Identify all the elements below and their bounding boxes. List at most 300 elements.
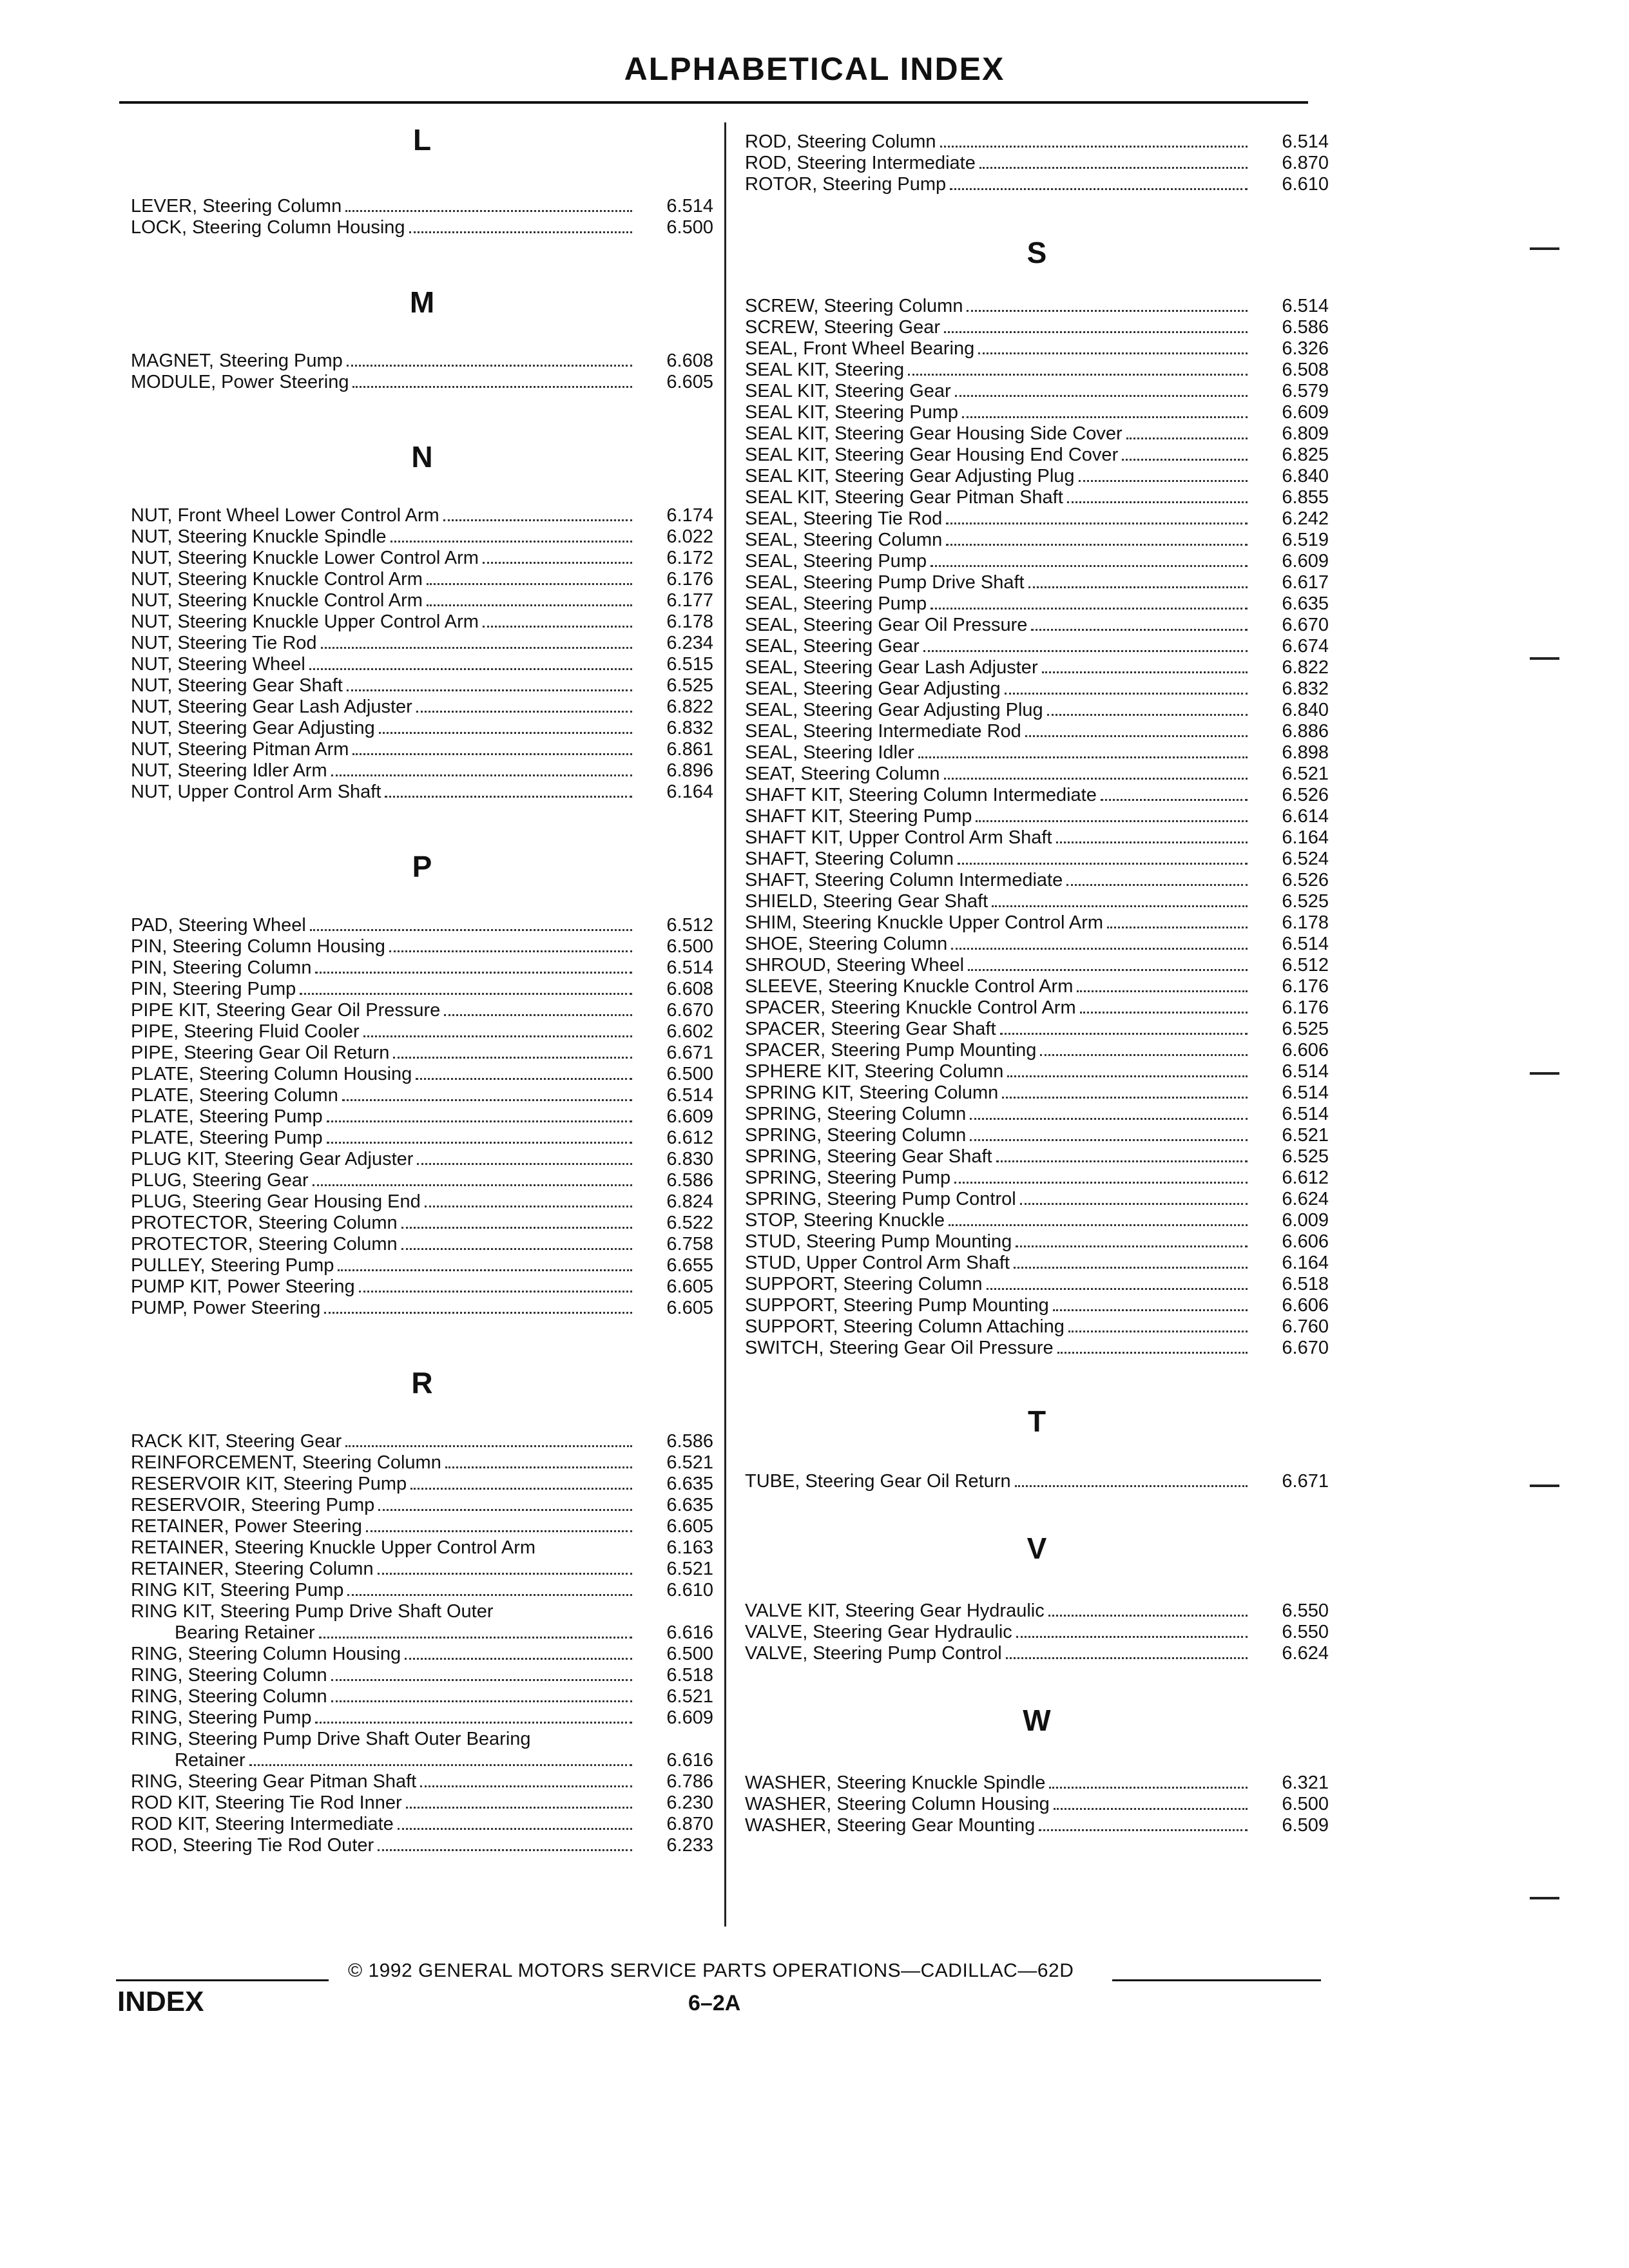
- entry-text: SPRING KIT, Steering Column: [745, 1082, 999, 1103]
- dot-leader: [420, 1785, 632, 1787]
- entry-text: RING, Steering Pump Drive Shaft Outer Bearing: [131, 1729, 531, 1749]
- index-entry: [745, 1146, 1329, 1168]
- entry-page: 6.526: [1282, 785, 1329, 805]
- entry-text: NUT, Front Wheel Lower Control Arm: [131, 505, 439, 526]
- dot-leader: [1077, 990, 1248, 992]
- entry-text: SPRING, Steering Gear Shaft: [745, 1146, 992, 1167]
- entry-page: 6.176: [1282, 976, 1329, 997]
- entry-text: REINFORCEMENT, Steering Column: [131, 1452, 441, 1473]
- entry-text: RING, Steering Column: [131, 1686, 327, 1707]
- entry-text: SEAL KIT, Steering Pump: [745, 402, 958, 423]
- entry-page: 6.822: [1282, 657, 1329, 678]
- dot-leader: [930, 565, 1248, 567]
- entry-text: PLATE, Steering Column: [131, 1085, 338, 1106]
- entry-text: STOP, Steering Knuckle: [745, 1210, 945, 1231]
- index-entry: [745, 296, 1329, 317]
- entry-text: ROD, Steering Intermediate: [745, 153, 976, 173]
- dot-leader: [385, 796, 632, 798]
- dot-leader: [970, 1118, 1248, 1120]
- entry-text: SPACER, Steering Gear Shaft: [745, 1019, 996, 1039]
- entry-page: 6.606: [1282, 1040, 1329, 1061]
- index-entry: [131, 590, 713, 611]
- index-entry: [131, 1276, 713, 1298]
- entry-text: PLATE, Steering Pump: [131, 1106, 323, 1127]
- dot-leader: [409, 231, 632, 233]
- column-divider: [724, 122, 726, 1927]
- dot-leader: [410, 1488, 632, 1490]
- entry-page: 6.514: [1282, 934, 1329, 954]
- index-entry: [745, 1061, 1329, 1082]
- entry-text: RING, Steering Column Housing: [131, 1644, 401, 1664]
- index-entry: [131, 1686, 713, 1707]
- entry-page: 6.519: [1282, 530, 1329, 550]
- index-entry: [131, 1665, 713, 1686]
- entry-page: 6.514: [666, 957, 713, 978]
- index-entry: [131, 1835, 713, 1856]
- entry-page: 6.786: [666, 1771, 713, 1792]
- index-entry: [131, 1043, 713, 1064]
- section-letter: N: [411, 440, 433, 474]
- index-entry: [745, 636, 1329, 657]
- entry-page: 6.671: [666, 1043, 713, 1063]
- entry-page: 6.670: [1282, 615, 1329, 635]
- dot-leader: [315, 1722, 632, 1724]
- entry-page: 6.521: [1282, 1125, 1329, 1146]
- index-entry: [745, 806, 1329, 827]
- dot-leader: [955, 395, 1248, 397]
- dot-leader: [1107, 927, 1248, 928]
- entry-page: 6.635: [666, 1495, 713, 1515]
- entry-page: 6.898: [1282, 742, 1329, 763]
- entry-page: 6.512: [1282, 955, 1329, 975]
- entry-page: 6.608: [666, 979, 713, 999]
- index-entry: [131, 1750, 713, 1771]
- entry-text: SEAL KIT, Steering Gear Housing Side Cover: [745, 423, 1123, 444]
- entry-text: WASHER, Steering Knuckle Spindle: [745, 1773, 1046, 1793]
- entry-page: 6.178: [1282, 912, 1329, 933]
- entry-text: RING, Steering Column: [131, 1665, 327, 1686]
- section-letter: L: [412, 123, 432, 157]
- entry-page: 6.525: [1282, 1019, 1329, 1039]
- dot-leader: [1006, 1657, 1248, 1659]
- dot-leader: [390, 541, 632, 543]
- index-entry: [131, 654, 713, 675]
- entry-page: 6.635: [1282, 593, 1329, 614]
- dot-leader: [1007, 1075, 1248, 1077]
- dot-leader: [327, 1120, 632, 1122]
- index-entry: [131, 697, 713, 718]
- entry-page: 6.515: [666, 654, 713, 675]
- entry-page: 6.609: [666, 1707, 713, 1728]
- dot-leader: [483, 626, 632, 628]
- entry-text: PLUG KIT, Steering Gear Adjuster: [131, 1149, 414, 1169]
- section-letter: V: [1027, 1532, 1047, 1565]
- entry-text: PULLEY, Steering Pump: [131, 1255, 334, 1276]
- entry-page: 6.321: [1282, 1773, 1329, 1793]
- index-entry: [131, 718, 713, 739]
- dot-leader: [976, 820, 1248, 822]
- index-entry: [131, 372, 713, 393]
- entry-text: RING KIT, Steering Pump Drive Shaft Outer: [131, 1601, 494, 1622]
- dot-leader: [1080, 1012, 1248, 1014]
- entry-page: 6.514: [1282, 1061, 1329, 1082]
- index-entry: [131, 1128, 713, 1149]
- entry-page: 6.550: [1282, 1622, 1329, 1642]
- index-entry: [131, 1064, 713, 1085]
- entry-text: SEAL, Steering Pump Drive Shaft: [745, 572, 1025, 593]
- index-entry: [131, 569, 713, 590]
- dot-leader: [378, 1849, 632, 1851]
- dot-leader: [908, 374, 1248, 376]
- dot-leader: [443, 519, 632, 521]
- entry-text: RING, Steering Pump: [131, 1707, 312, 1728]
- entry-text: SPRING, Steering Column: [745, 1125, 967, 1146]
- entry-page: 6.525: [1282, 891, 1329, 912]
- dot-leader: [427, 604, 632, 606]
- dot-leader: [398, 1828, 632, 1830]
- index-entry: [131, 1170, 713, 1191]
- dot-leader: [1067, 501, 1248, 503]
- entry-text: LOCK, Steering Column Housing: [131, 217, 405, 238]
- index-entry: [745, 700, 1329, 721]
- dot-leader: [1039, 1829, 1248, 1831]
- entry-text: NUT, Steering Tie Rod: [131, 633, 317, 653]
- dot-leader: [331, 1679, 632, 1681]
- dot-leader: [378, 1573, 632, 1575]
- entry-page: 6.521: [666, 1559, 713, 1579]
- dot-leader: [321, 647, 632, 649]
- entry-text: SPHERE KIT, Steering Column: [745, 1061, 1004, 1082]
- entry-text: SUPPORT, Steering Column Attaching: [745, 1316, 1065, 1337]
- entry-page: 6.624: [1282, 1643, 1329, 1664]
- index-entry: [131, 1814, 713, 1835]
- entry-text: SCREW, Steering Column: [745, 296, 963, 316]
- index-entry: [131, 196, 713, 217]
- dot-leader: [950, 188, 1248, 190]
- dot-leader: [319, 1637, 632, 1639]
- entry-text: STUD, Upper Control Arm Shaft: [745, 1253, 1010, 1273]
- entry-text: PLUG, Steering Gear Housing End: [131, 1191, 421, 1212]
- dot-leader: [378, 1509, 632, 1511]
- dot-leader: [930, 608, 1248, 610]
- entry-page: 6.610: [1282, 174, 1329, 195]
- index-entry: [131, 1729, 713, 1750]
- entry-text: ROD, Steering Column: [745, 131, 936, 152]
- entry-text: SHROUD, Steering Wheel: [745, 955, 965, 975]
- header-rule: [119, 101, 1308, 104]
- entry-text: SEAL, Steering Gear: [745, 636, 920, 657]
- entry-page: 6.605: [666, 1276, 713, 1297]
- dot-leader: [1053, 1309, 1248, 1311]
- entry-page: 6.234: [666, 633, 713, 653]
- dot-leader: [300, 993, 632, 995]
- index-entry: [745, 1040, 1329, 1061]
- dot-leader: [951, 948, 1248, 950]
- entry-page: 6.509: [1282, 1815, 1329, 1836]
- entry-page: 6.172: [666, 548, 713, 568]
- index-entry: [745, 997, 1329, 1019]
- entry-page: 6.840: [1282, 466, 1329, 486]
- margin-tick: [1530, 1072, 1559, 1075]
- entry-text: LEVER, Steering Column: [131, 196, 342, 216]
- entry-text: SLEEVE, Steering Knuckle Control Arm: [745, 976, 1074, 997]
- index-entry: [745, 174, 1329, 195]
- index-entry: [131, 217, 713, 238]
- dot-leader: [1068, 1331, 1248, 1332]
- entry-page: 6.605: [666, 1298, 713, 1318]
- index-entry: [131, 1085, 713, 1106]
- index-entry: [745, 1643, 1329, 1664]
- entry-page: 6.514: [666, 196, 713, 216]
- index-entry: [131, 1255, 713, 1276]
- section-letter: M: [409, 285, 435, 319]
- index-entry: [745, 1794, 1329, 1815]
- dot-leader: [347, 365, 632, 367]
- index-entry: [745, 1815, 1329, 1836]
- index-entry: [745, 1338, 1329, 1359]
- index-entry: [745, 827, 1329, 849]
- dot-leader: [1014, 1267, 1248, 1269]
- dot-leader: [1025, 735, 1248, 737]
- index-entry: [745, 466, 1329, 487]
- entry-page: 6.177: [666, 590, 713, 611]
- index-entry: [131, 979, 713, 1000]
- dot-leader: [406, 1807, 632, 1809]
- index-entry: [131, 739, 713, 760]
- entry-page: 6.825: [1282, 445, 1329, 465]
- dot-leader: [401, 1227, 632, 1229]
- entry-text: RETAINER, Power Steering: [131, 1516, 362, 1537]
- index-entry: [745, 1210, 1329, 1231]
- dot-leader: [1016, 1636, 1248, 1638]
- entry-page: 6.609: [666, 1106, 713, 1127]
- index-entry: [745, 849, 1329, 870]
- entry-text: SEAL, Front Wheel Bearing: [745, 338, 975, 359]
- entry-page: 6.518: [666, 1665, 713, 1686]
- entry-page: 6.514: [1282, 1082, 1329, 1103]
- index-entry: [131, 351, 713, 372]
- index-entry: [745, 615, 1329, 636]
- dot-leader: [987, 1288, 1248, 1290]
- entry-text: SEAL KIT, Steering: [745, 360, 905, 380]
- entry-text: PROTECTOR, Steering Column: [131, 1234, 398, 1254]
- entry-text: SHAFT KIT, Steering Pump: [745, 806, 972, 827]
- dot-leader: [1000, 1033, 1248, 1035]
- entry-page: 6.609: [1282, 402, 1329, 423]
- entry-text: PIN, Steering Column: [131, 957, 312, 978]
- dot-leader: [1042, 671, 1248, 673]
- dot-leader: [425, 1206, 632, 1207]
- dot-leader: [992, 905, 1248, 907]
- dot-leader: [363, 1035, 632, 1037]
- index-entry: [131, 1771, 713, 1792]
- dot-leader: [944, 331, 1248, 333]
- dot-leader: [427, 583, 632, 585]
- entry-text: PAD, Steering Wheel: [131, 915, 306, 936]
- entry-page: 6.612: [1282, 1168, 1329, 1188]
- entry-page: 6.521: [1282, 764, 1329, 784]
- dot-leader: [1126, 437, 1248, 439]
- index-entry: [745, 657, 1329, 678]
- entry-text: RETAINER, Steering Knuckle Upper Control Arm: [131, 1537, 536, 1558]
- dot-leader: [331, 1700, 632, 1702]
- index-entry: [131, 1431, 713, 1452]
- index-entry: [745, 1253, 1329, 1274]
- index-entry: [131, 915, 713, 936]
- entry-page: 6.164: [666, 782, 713, 802]
- entry-text: SEAL, Steering Gear Adjusting: [745, 678, 1001, 699]
- entry-text: WASHER, Steering Column Housing: [745, 1794, 1050, 1814]
- entry-text: WASHER, Steering Gear Mounting: [745, 1815, 1036, 1836]
- entry-text: SEAL KIT, Steering Gear: [745, 381, 951, 401]
- entry-page: 6.840: [1282, 700, 1329, 720]
- dot-leader: [345, 1445, 632, 1447]
- dot-leader: [324, 1312, 632, 1314]
- entry-page: 6.624: [1282, 1189, 1329, 1209]
- entry-text: SHAFT, Steering Column: [745, 849, 954, 869]
- index-entry: [131, 505, 713, 526]
- index-entry: [745, 1125, 1329, 1146]
- index-entry: [745, 551, 1329, 572]
- index-entry: [745, 1773, 1329, 1794]
- index-entry: [131, 1601, 713, 1622]
- index-entry: [745, 955, 1329, 976]
- entry-text: SEAT, Steering Column: [745, 764, 940, 784]
- index-entry: [131, 936, 713, 957]
- dot-leader: [327, 1142, 632, 1144]
- entry-text: NUT, Steering Gear Adjusting: [131, 718, 375, 738]
- dot-leader: [1122, 459, 1248, 461]
- dot-leader: [946, 523, 1248, 524]
- dot-leader: [249, 1764, 632, 1766]
- entry-text: RING, Steering Gear Pitman Shaft: [131, 1771, 417, 1792]
- entry-text: NUT, Steering Wheel: [131, 654, 305, 675]
- footer-rule-left: [116, 1979, 329, 1981]
- entry-page: 6.176: [666, 569, 713, 590]
- index-entry: [745, 1622, 1329, 1643]
- entry-page: 6.586: [666, 1170, 713, 1191]
- entry-text: SEAL KIT, Steering Gear Pitman Shaft: [745, 487, 1063, 508]
- index-entry: [131, 1622, 713, 1644]
- entry-page: 6.610: [666, 1580, 713, 1600]
- entry-text: VALVE KIT, Steering Gear Hydraulic: [745, 1600, 1045, 1621]
- entry-page: 6.586: [666, 1431, 713, 1452]
- dot-leader: [309, 668, 632, 670]
- index-column-left: [131, 116, 713, 1856]
- dot-leader: [979, 167, 1248, 169]
- entry-page: 6.522: [666, 1213, 713, 1233]
- dot-leader: [444, 1014, 632, 1016]
- index-entry: [131, 548, 713, 569]
- index-entry: [745, 131, 1329, 153]
- dot-leader: [347, 689, 632, 691]
- index-entry: [745, 1600, 1329, 1622]
- dot-leader: [445, 1466, 632, 1468]
- entry-page: 6.832: [666, 718, 713, 738]
- dot-leader: [1028, 586, 1248, 588]
- entry-text: SPACER, Steering Pump Mounting: [745, 1040, 1037, 1061]
- index-entry: [745, 1189, 1329, 1210]
- entry-page: 6.022: [666, 526, 713, 547]
- index-entry: [745, 360, 1329, 381]
- dot-leader: [313, 1184, 632, 1186]
- entry-page: 6.855: [1282, 487, 1329, 508]
- dot-leader: [379, 732, 632, 734]
- entry-text: NUT, Steering Gear Shaft: [131, 675, 343, 696]
- entry-text: RESERVOIR KIT, Steering Pump: [131, 1474, 407, 1494]
- index-entry: [745, 381, 1329, 402]
- entry-text: PLATE, Steering Column Housing: [131, 1064, 412, 1084]
- entry-page: 6.514: [666, 1085, 713, 1106]
- dot-leader: [417, 1163, 632, 1165]
- dot-leader: [359, 1291, 632, 1293]
- entry-page: 6.870: [1282, 153, 1329, 173]
- index-entry: [745, 912, 1329, 934]
- entry-text: RESERVOIR, Steering Pump: [131, 1495, 375, 1515]
- margin-tick: [1530, 1485, 1559, 1487]
- dot-leader: [338, 1269, 632, 1271]
- entry-page: 6.616: [666, 1622, 713, 1643]
- index-entry: [131, 1234, 713, 1255]
- entry-text: SPRING, Steering Column: [745, 1104, 967, 1124]
- entry-text: SHIELD, Steering Gear Shaft: [745, 891, 988, 912]
- entry-page: 6.550: [1282, 1600, 1329, 1621]
- entry-text: SEAL, Steering Tie Rod: [745, 508, 943, 529]
- margin-tick: [1530, 1897, 1559, 1899]
- dot-leader: [483, 562, 632, 564]
- index-column-right: [745, 116, 1329, 1836]
- entry-page: 6.617: [1282, 572, 1329, 593]
- index-entry: [745, 1231, 1329, 1253]
- entry-text: NUT, Steering Knuckle Spindle: [131, 526, 387, 547]
- entry-text: SHAFT, Steering Column Intermediate: [745, 870, 1063, 890]
- entry-page: 6.526: [1282, 870, 1329, 890]
- index-entry: [745, 976, 1329, 997]
- entry-text: PIPE, Steering Gear Oil Return: [131, 1043, 390, 1063]
- dot-leader: [1066, 884, 1248, 886]
- entry-text: SEAL, Steering Pump: [745, 593, 927, 614]
- dot-leader: [366, 1530, 632, 1532]
- entry-page: 6.606: [1282, 1295, 1329, 1316]
- entry-text: PIPE KIT, Steering Gear Oil Pressure: [131, 1000, 441, 1021]
- page-number: 6–2A: [688, 1991, 741, 2015]
- index-entry: [131, 1707, 713, 1729]
- index-entry: [745, 445, 1329, 466]
- entry-page: 6.609: [1282, 551, 1329, 572]
- entry-page: 6.670: [1282, 1338, 1329, 1358]
- entry-page: 6.760: [1282, 1316, 1329, 1337]
- entry-page: 6.635: [666, 1474, 713, 1494]
- index-entry: [745, 1082, 1329, 1104]
- entry-text: SHAFT KIT, Steering Column Intermediate: [745, 785, 1097, 805]
- index-entry: [745, 593, 1329, 615]
- index-entry: [131, 1559, 713, 1580]
- dot-leader: [1002, 1097, 1248, 1099]
- dot-leader: [342, 1099, 632, 1101]
- entry-text: PIN, Steering Pump: [131, 979, 296, 999]
- index-entry: [131, 526, 713, 548]
- section-letter: P: [412, 850, 432, 883]
- dot-leader: [923, 650, 1248, 652]
- dot-leader: [940, 146, 1248, 148]
- index-entry: [131, 1149, 713, 1170]
- entry-text: SEAL, Steering Gear Lash Adjuster: [745, 657, 1038, 678]
- index-entry: [745, 870, 1329, 891]
- index-entry: [131, 1106, 713, 1128]
- entry-page: 6.178: [666, 611, 713, 632]
- index-entry: [131, 1213, 713, 1234]
- entry-page: 6.233: [666, 1835, 713, 1856]
